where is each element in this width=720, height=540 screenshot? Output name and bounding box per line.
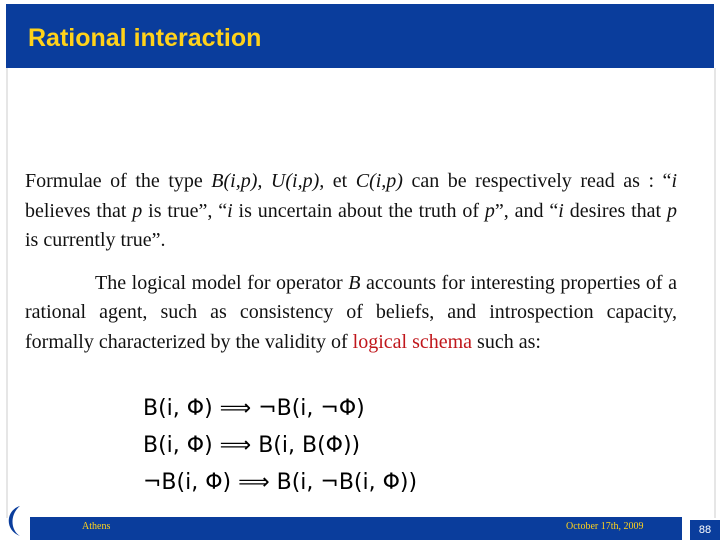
page-number: 88 [690,520,720,540]
paragraph2-run: B [348,271,361,294]
logo-crescent-icon [0,500,30,540]
paragraph1-run: believes that [25,199,133,222]
paragraph1-run: p [132,199,143,222]
paragraph1-run: C(i,p) [355,170,403,192]
paragraph1-run: et [324,170,356,192]
paragraph2-run: logical schema [352,330,473,353]
paragraph1-run: Formulae of the type [25,170,212,192]
formula-3: ¬B(i, Φ) ⟹ B(i, ¬B(i, Φ)) [143,470,418,495]
paragraph1-run: is true”, “ [142,199,228,222]
paragraph1-run: i [671,170,677,192]
footer-bar [30,517,682,540]
footer-date: October 17th, 2009 [566,521,644,532]
paragraph1-run: i [558,199,564,222]
paragraph1-run: ”, and “ [494,199,559,222]
formula-1: B(i, Φ) ⟹ ¬B(i, ¬Φ) [143,396,365,421]
paragraph1-run: can be respectively read as : “ [402,170,672,192]
paragraph-logical-model [25,269,677,358]
paragraph1-run: is uncertain about the truth of [232,199,485,222]
slide-body [25,167,677,357]
paragraph1-run: is currently true”. [25,229,166,251]
paragraph1-run: B(i,p), U(i,p), [211,170,325,192]
slide-title: Rational interaction [28,24,262,52]
paragraph2-run: The logical model for operator [95,271,349,294]
paragraph1-run: p [484,199,495,222]
formula-2: B(i, Φ) ⟹ B(i, B(Φ)) [143,433,361,458]
paragraph-definitions [25,167,677,256]
paragraph2-run: such as: [472,330,541,353]
paragraph2-run: accounts for interesting properties of a rational agent, such as consistency of beliefs, and introspection capacity, formally characterized by the validity of [25,271,677,353]
footer-location: Athens [82,521,111,532]
paragraph1-run: desires that [563,199,667,222]
formula-list [143,390,417,501]
paragraph1-run: p [667,199,677,222]
slide-header [6,4,714,68]
paragraph1-run: i [227,199,233,222]
